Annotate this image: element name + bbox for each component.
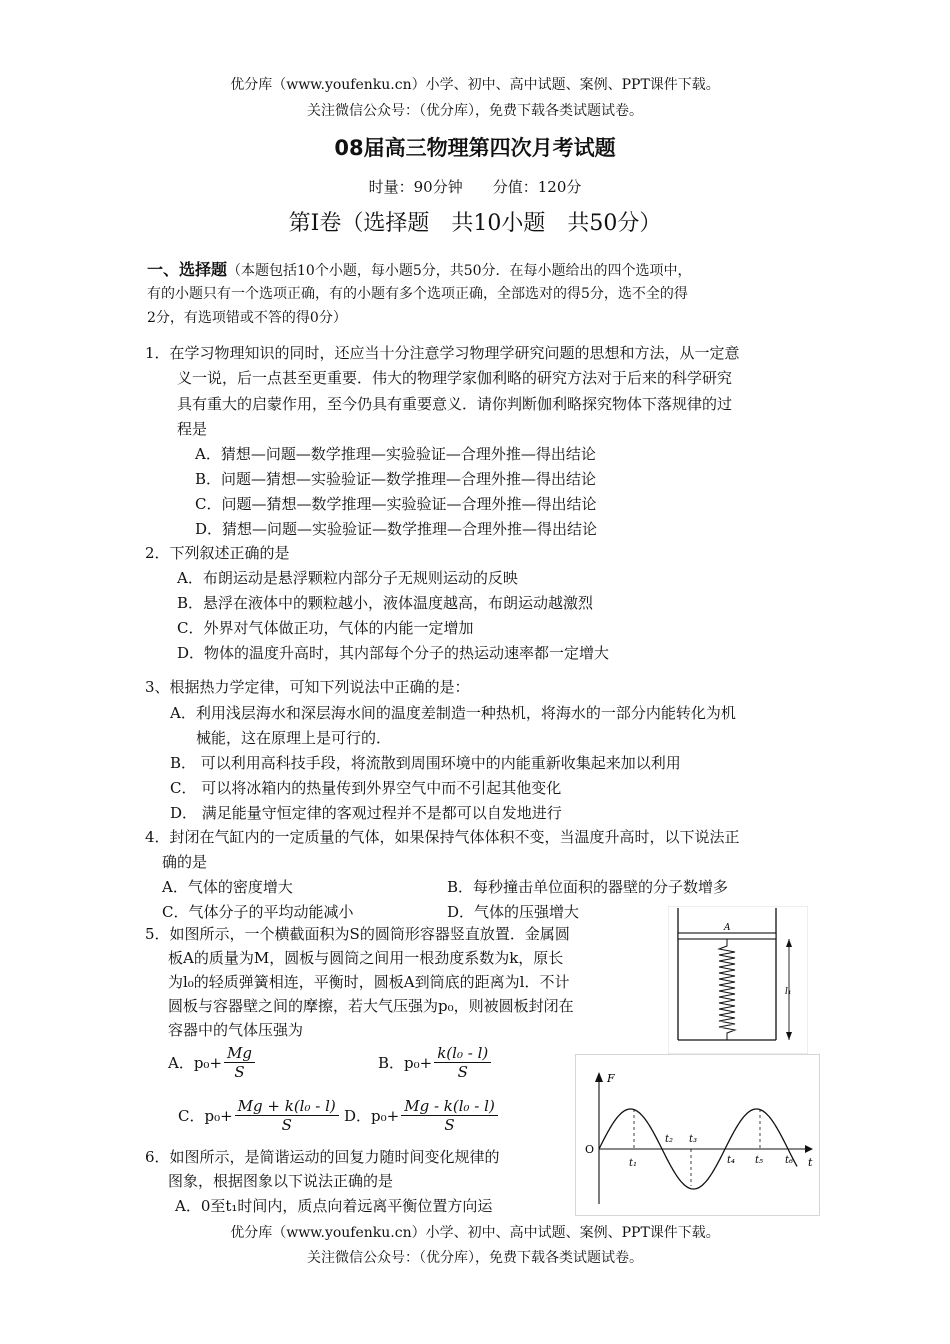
volume-heading: 第Ⅰ卷（选择题 共10小题 共50分） bbox=[288, 211, 662, 236]
q2-option-c: C．外界对气体做正功，气体的内能一定增加 bbox=[177, 619, 474, 637]
q4-option-c: C．气体分子的平均动能减小 bbox=[162, 903, 354, 921]
section-desc-2: 有的小题只有一个选项正确，有的小题有多个选项正确，全部选对的得5分，选不全的得 bbox=[147, 286, 688, 302]
length-label: l₁ bbox=[785, 987, 792, 997]
page-title: 08届高三物理第四次月考试题 bbox=[334, 136, 616, 160]
q5-option-c-label: C．p₀+ bbox=[178, 1107, 233, 1125]
tick-t2: t₂ bbox=[665, 1134, 674, 1145]
header-line-1: 优分库（www.youfenku.cn）小学、初中、高中试题、案例、PPT课件下载。 bbox=[230, 77, 720, 93]
q1-stem-1: 1．在学习物理知识的同时，还应当十分注意学习物理学研究问题的思想和方法，从一定意 bbox=[145, 344, 740, 362]
q5-option-a-numerator: Mg bbox=[224, 1044, 255, 1063]
tick-t1: t₁ bbox=[629, 1158, 638, 1169]
q2-option-b: B．悬浮在液体中的颗粒越小，液体温度越高，布朗运动越激烈 bbox=[177, 594, 594, 612]
q6-option-a: A．0至t₁时间内，质点向着远离平衡位置方向运 bbox=[175, 1197, 493, 1215]
q1-option-d: D．猜想—问题—实验验证—数学推理—合理外推—得出结论 bbox=[195, 520, 598, 538]
tick-t3: t₃ bbox=[689, 1134, 698, 1145]
q5-stem-3: 为l₀的轻质弹簧相连，平衡时，圆板A到筒底的距离为l．不计 bbox=[168, 973, 570, 991]
q3-option-a-1: A．利用浅层海水和深层海水间的温度差制造一种热机，将海水的一部分内能转化为机 bbox=[170, 704, 736, 722]
q5-option-b bbox=[378, 1044, 493, 1081]
q2-option-d: D．物体的温度升高时，其内部每个分子的热运动速率都一定增大 bbox=[177, 644, 610, 662]
figure-frame bbox=[668, 906, 808, 1054]
q5-stem-2: 板A的质量为M，圆板与圆筒之间用一根劲度系数为k，原长 bbox=[168, 949, 564, 967]
q5-option-d-numerator: Mg - k(l₀ - l) bbox=[401, 1097, 498, 1116]
time-axis-label: t bbox=[808, 1156, 813, 1169]
q3-option-d: D． 满足能量守恒定律的客观过程并不是都可以自发地进行 bbox=[170, 804, 562, 822]
q3-stem: 3、根据热力学定律，可知下列说法中正确的是： bbox=[145, 678, 470, 696]
force-axis-label: F bbox=[607, 1072, 615, 1085]
q5-option-c bbox=[178, 1097, 341, 1134]
section-desc-1: （本题包括10个小题，每小题5分，共50分．在每小题给出的四个选项中， bbox=[227, 263, 692, 279]
q5-option-a-denominator: S bbox=[234, 1063, 245, 1081]
q5-option-b-denominator: S bbox=[457, 1063, 468, 1081]
section-label: 一、选择题 bbox=[147, 260, 228, 279]
q5-stem-1: 5．如图所示，一个横截面积为S的圆筒形容器竖直放置．金属圆 bbox=[145, 925, 570, 943]
plate-a-label: A bbox=[724, 923, 731, 933]
exam-meta: 时量：90分钟 分值：120分 bbox=[368, 178, 582, 196]
q6-stem-1: 6．如图所示，是简谐运动的回复力随时间变化规律的 bbox=[145, 1148, 500, 1166]
force-time-graph bbox=[575, 1054, 820, 1216]
q3-option-c: C． 可以将冰箱内的热量传到外界空气中而不引起其他变化 bbox=[170, 779, 562, 797]
tick-t6: t₆ bbox=[785, 1155, 794, 1166]
q1-stem-4: 程是 bbox=[177, 420, 208, 438]
footer-line-2: 关注微信公众号：（优分库），免费下载各类试题试卷。 bbox=[307, 1250, 643, 1266]
q5-option-c-denominator: S bbox=[281, 1116, 292, 1134]
tick-t4: t₄ bbox=[727, 1155, 736, 1166]
q5-option-b-numerator: k(l₀ - l) bbox=[434, 1044, 491, 1063]
q5-option-d bbox=[344, 1097, 500, 1134]
q1-option-b: B．问题—猜想—实验验证—数学推理—合理外推—得出结论 bbox=[195, 470, 597, 488]
footer-line-1: 优分库（www.youfenku.cn）小学、初中、高中试题、案例、PPT课件下载。 bbox=[230, 1225, 720, 1241]
q2-stem: 2．下列叙述正确的是 bbox=[145, 544, 290, 562]
q3-option-b: B． 可以利用高科技手段，将流散到周围环境中的内能重新收集起来加以利用 bbox=[170, 754, 681, 772]
q1-option-a: A．猜想—问题—数学推理—实验验证—合理外推—得出结论 bbox=[195, 445, 596, 463]
section-desc-3: 2分，有选项错或不答的得0分） bbox=[147, 310, 347, 326]
q2-option-a: A．布朗运动是悬浮颗粒内部分子无规则运动的反映 bbox=[177, 569, 518, 587]
q5-option-a-label: A．p₀+ bbox=[168, 1054, 223, 1072]
q5-stem-4: 圆板与容器壁之间的摩擦，若大气压强为p₀，则被圆板封闭在 bbox=[168, 997, 574, 1015]
origin-label: O bbox=[585, 1143, 595, 1156]
q4-option-b: B．每秒撞击单位面积的器壁的分子数增多 bbox=[447, 878, 729, 896]
q5-stem-5: 容器中的气体压强为 bbox=[168, 1021, 304, 1039]
cylinder-spring-figure bbox=[668, 906, 808, 1054]
q1-stem-2: 义一说，后一点甚至更重要．伟大的物理学家伽利略的研究方法对于后来的科学研究 bbox=[177, 369, 733, 387]
q1-option-c: C．问题—猜想—数学推理—实验验证—合理外推—得出结论 bbox=[195, 495, 597, 513]
q5-option-c-numerator: Mg + k(l₀ - l) bbox=[235, 1097, 339, 1116]
q5-option-d-label: D．p₀+ bbox=[344, 1107, 400, 1125]
q5-option-d-denominator: S bbox=[444, 1116, 455, 1134]
q4-stem-1: 4．封闭在气缸内的一定质量的气体，如果保持气体体积不变，当温度升高时，以下说法正 bbox=[145, 828, 740, 846]
q3-option-a-2: 械能，这在原理上是可行的． bbox=[196, 729, 392, 747]
q6-stem-2: 图象，根据图象以下说法正确的是 bbox=[168, 1172, 394, 1190]
q4-option-a: A．气体的密度增大 bbox=[162, 878, 293, 896]
q5-option-b-label: B．p₀+ bbox=[378, 1054, 433, 1072]
plate-a bbox=[678, 933, 776, 939]
q4-option-d: D．气体的压强增大 bbox=[447, 903, 580, 921]
q5-option-a bbox=[168, 1044, 257, 1081]
section-intro-line-1 bbox=[147, 257, 692, 280]
header-line-2: 关注微信公众号：（优分库），免费下载各类试题试卷。 bbox=[307, 103, 643, 119]
tick-t5: t₅ bbox=[755, 1155, 764, 1166]
q4-stem-2: 确的是 bbox=[162, 853, 208, 871]
q1-stem-3: 具有重大的启蒙作用，至今仍具有重要意义．请你判断伽利略探究物体下落规律的过 bbox=[177, 395, 733, 413]
